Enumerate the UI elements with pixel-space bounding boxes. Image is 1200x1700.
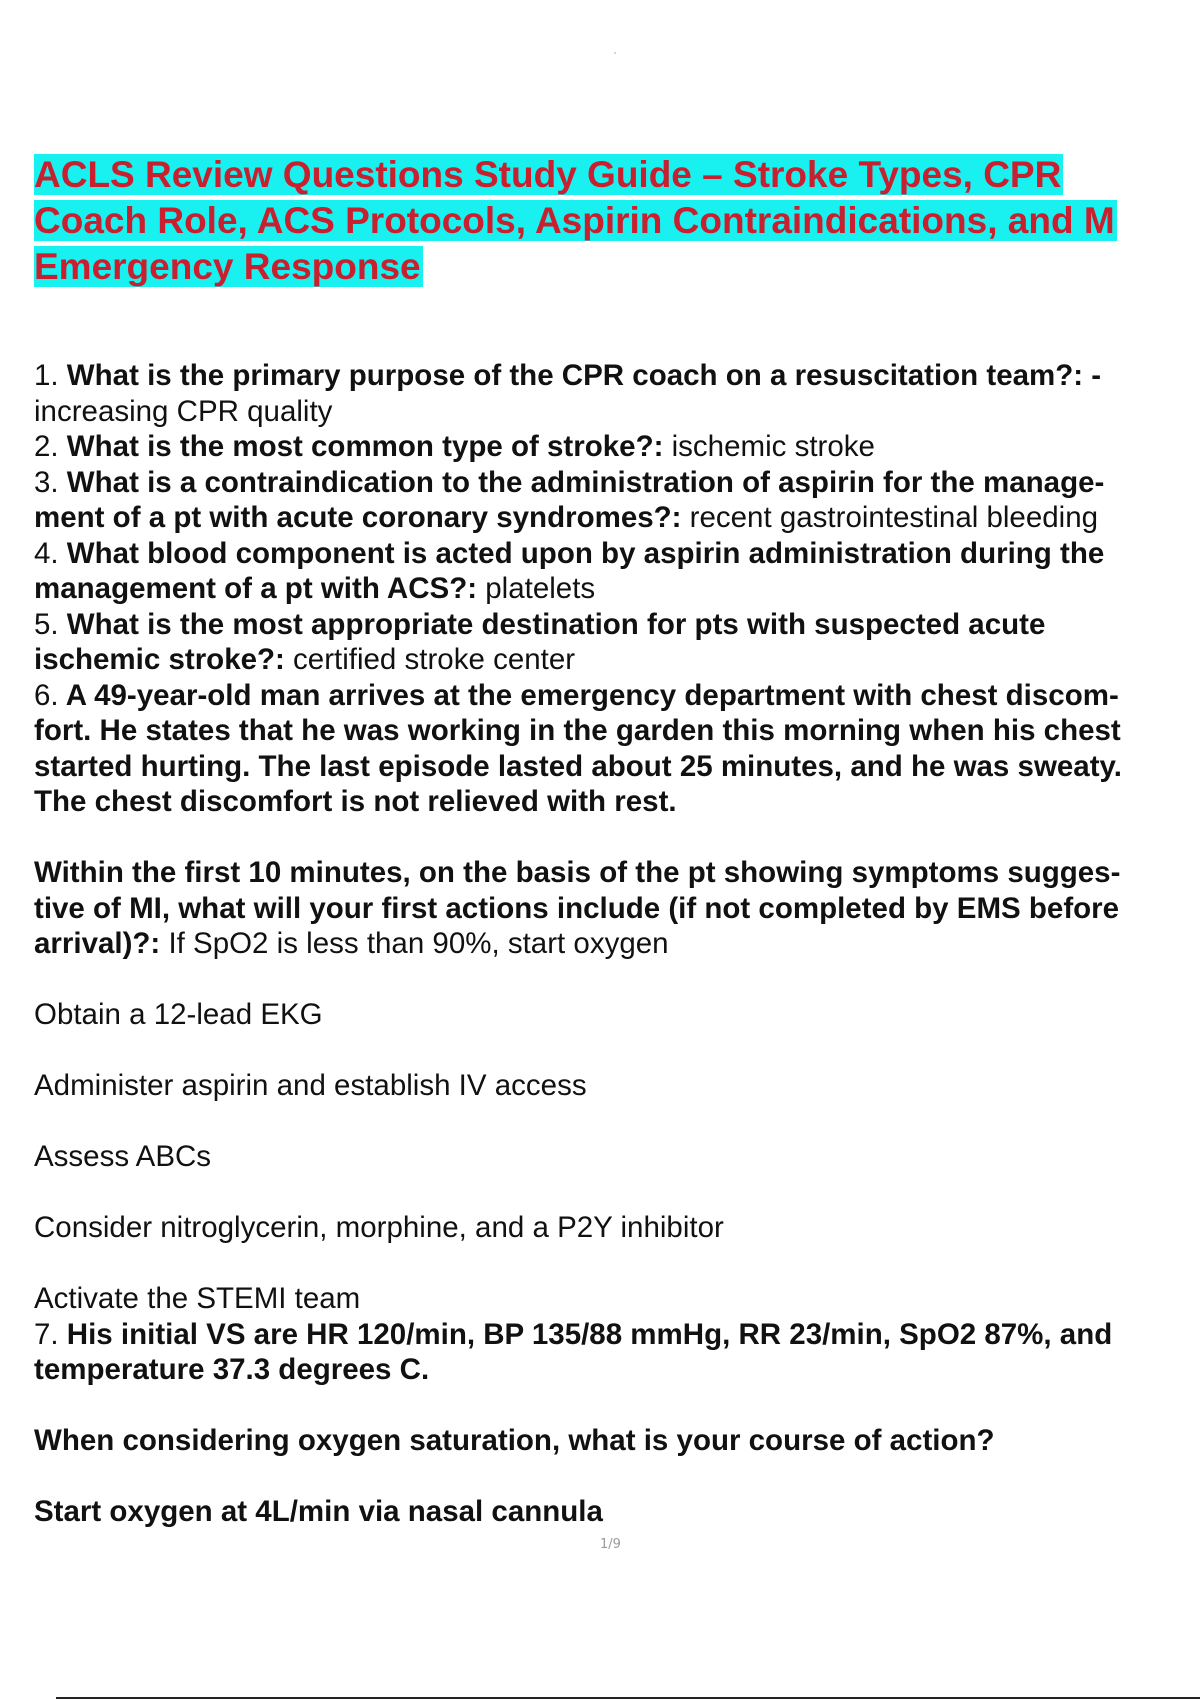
- scan-dot: [614, 52, 616, 54]
- question-6-text-2: tive of MI, what will your first actions include (if not completed by EMS before: [34, 891, 1120, 925]
- title-line-3: Emergency Response: [34, 246, 421, 287]
- question-6-scenario-3: started hurting. The last episode lasted about 25 minutes, and he was sweaty.: [34, 749, 1122, 783]
- question-4-text-1: What blood component is acted upon by aspirin administration during the: [58, 536, 1105, 570]
- question-1-number: 1.: [34, 359, 59, 392]
- page-number: 1/9: [600, 1537, 621, 1552]
- question-5-number: 5.: [34, 607, 59, 641]
- question-7-number: 7.: [34, 1317, 59, 1351]
- question-6-scenario-1: A 49-year-old man arrives at the emergency department with chest discom-: [58, 678, 1119, 712]
- spacer: [34, 1033, 1200, 1069]
- question-6-text-3: arrival)?:: [34, 927, 169, 960]
- spacer: [34, 820, 1200, 856]
- question-6-line-5: [34, 855, 1200, 891]
- question-3-line-1: [34, 465, 1200, 501]
- spacer: [34, 1104, 1200, 1140]
- question-6-number: 6.: [34, 678, 59, 712]
- question-2-text: What is the most common type of stroke?:: [58, 430, 672, 463]
- question-2-number: 2.: [34, 430, 59, 463]
- question-4-number: 4.: [34, 536, 59, 570]
- question-3-text-2: ment of a pt with acute coronary syndromes?:: [34, 501, 690, 534]
- question-4-answer: platelets: [485, 572, 596, 605]
- question-list: [34, 358, 1200, 1530]
- question-1-line-2: [34, 394, 1200, 430]
- spacer: [34, 1388, 1200, 1424]
- spacer: [34, 1175, 1200, 1211]
- question-7-option: Start oxygen at 4L/min via nasal cannula: [34, 1495, 603, 1528]
- question-6-answer-1: If SpO2 is less than 90%, start oxygen: [168, 927, 669, 960]
- question-6-answer-6: Activate the STEMI team: [34, 1282, 361, 1315]
- question-6-line-7: [34, 926, 1200, 962]
- question-2-line-1: [34, 429, 1200, 465]
- question-6-line-6: [34, 891, 1200, 927]
- question-6-text-1: Within the first 10 minutes, on the basis of the pt showing symptoms sugges-: [34, 856, 1121, 889]
- question-6-line-4: [34, 784, 1200, 820]
- question-7-line-2: [34, 1352, 1200, 1388]
- question-7-line-1: [34, 1317, 1200, 1353]
- spacer: [34, 1459, 1200, 1495]
- question-6-scenario-2: fort. He states that he was working in the garden this morning when his chest: [34, 714, 1121, 747]
- question-6-line-2: [34, 713, 1200, 749]
- question-1-line-1: [34, 358, 1200, 394]
- question-3-line-2: [34, 500, 1200, 536]
- question-3-answer: recent gastrointestinal bleeding: [689, 501, 1099, 534]
- question-1-text: What is the primary purpose of the CPR coach on a resuscitation team?: -: [58, 359, 1102, 392]
- question-6-answer-5: Consider nitroglycerin, morphine, and a P2Y inhibitor: [34, 1211, 724, 1244]
- question-4-text-2: management of a pt with ACS?:: [34, 572, 486, 605]
- question-4-line-2: [34, 571, 1200, 607]
- question-5-text-1: What is the most appropriate destination for pts with suspected acute: [58, 607, 1046, 641]
- spacer: [34, 962, 1200, 998]
- question-5-line-1: [34, 607, 1200, 643]
- question-7-text: When considering oxygen saturation, what is your course of action?: [34, 1424, 995, 1457]
- question-5-text-2: ischemic stroke?:: [34, 643, 294, 676]
- spacer: [34, 1246, 1200, 1282]
- question-4-line-1: [34, 536, 1200, 572]
- question-6-scenario-4: The chest discomfort is not relieved with rest.: [34, 785, 677, 818]
- title-line-1: ACLS Review Questions Study Guide – Stroke Types, CPR: [34, 154, 1062, 195]
- question-6-answer-3: Administer aspirin and establish IV access: [34, 1069, 587, 1102]
- question-7-scenario-2: temperature 37.3 degrees C.: [34, 1353, 430, 1386]
- question-1-answer: increasing CPR quality: [34, 394, 333, 428]
- question-5-answer: certified stroke center: [293, 643, 576, 676]
- question-3-text-1: What is a contraindication to the administration of aspirin for the manage-: [58, 465, 1105, 499]
- bottom-divider: [56, 1697, 1200, 1699]
- question-6-answer-2: Obtain a 12-lead EKG: [34, 998, 323, 1031]
- question-5-line-2: [34, 642, 1200, 678]
- question-6-line-1: [34, 678, 1200, 714]
- question-7-scenario-1: His initial VS are HR 120/min, BP 135/88 mmHg, RR 23/min, SpO2 87%, and: [58, 1317, 1113, 1351]
- question-6-line-3: [34, 749, 1200, 785]
- document-title: [34, 152, 1200, 290]
- title-line-2: Coach Role, ACS Protocols, Aspirin Contraindications, and M: [34, 200, 1115, 241]
- question-3-number: 3.: [34, 465, 59, 499]
- question-2-answer: ischemic stroke: [671, 430, 875, 463]
- question-6-answer-4: Assess ABCs: [34, 1140, 212, 1173]
